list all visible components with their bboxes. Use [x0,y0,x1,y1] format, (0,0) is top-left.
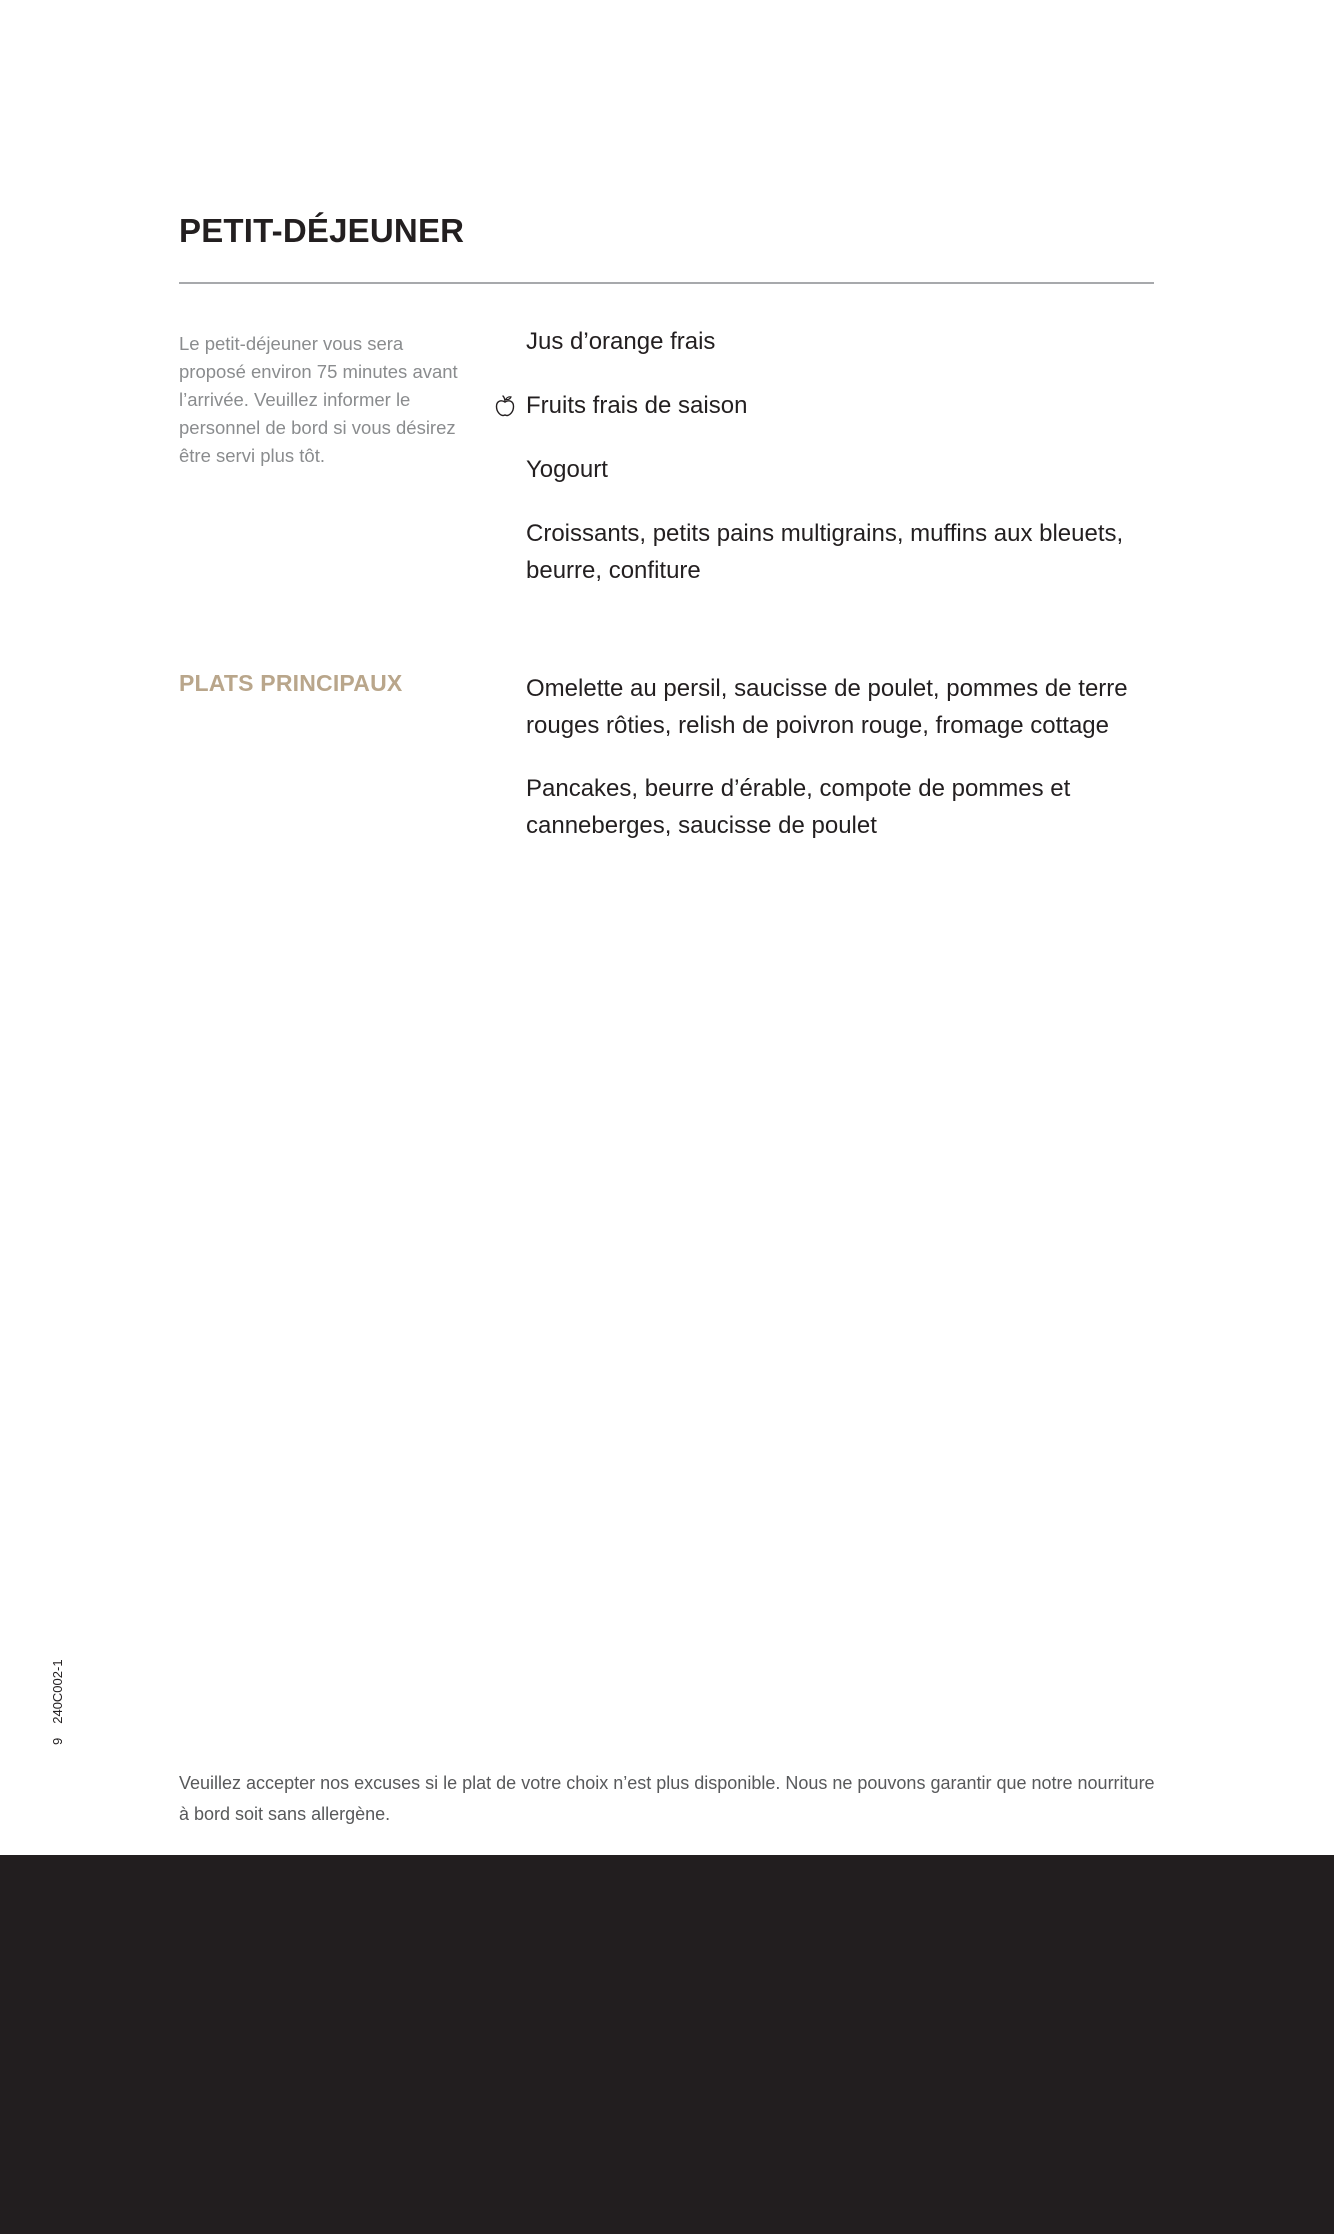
section-title: PETIT-DÉJEUNER [179,212,465,249]
menu-item-omelette: Omelette au persil, saucisse de poulet, pommes de terre rouges rôties, relish de poivron rouge, fromage cottage [526,675,1128,739]
allergen-disclaimer: Veuillez accepter nos excuses si le plat de votre choix n’est plus disponible. Nous ne pouvons garantir que notre nourriture à bord soit sans allergène. [179,1773,1155,1824]
menu-item-breads: Croissants, petits pains multigrains, muffins aux bleuets, beurre, confiture [526,520,1124,584]
breakfast-note: Le petit-déjeuner vous sera proposé environ 75 minutes avant l’arrivée. Veuillez informer le personnel de bord si vous désirez être servi plus tôt. [179,333,458,466]
menu-code: 240C002-1 [50,1659,65,1724]
apple-icon [494,394,516,418]
title-divider [179,282,1154,284]
category-label-mains: PLATS PRINCIPAUX [179,670,403,696]
footer-dark-band [0,1855,1334,2234]
menu-item-pancakes: Pancakes, beurre d’érable, compote de pommes et canneberges, saucisse de poulet [526,775,1071,839]
page-number: 9 [50,1737,65,1745]
menu-item-seasonal-fruit: Fruits frais de saison [526,392,748,419]
side-reference-code [48,1625,68,1745]
menu-item-yogurt: Yogourt [526,456,608,483]
menu-item-orange-juice: Jus d’orange frais [526,328,716,355]
